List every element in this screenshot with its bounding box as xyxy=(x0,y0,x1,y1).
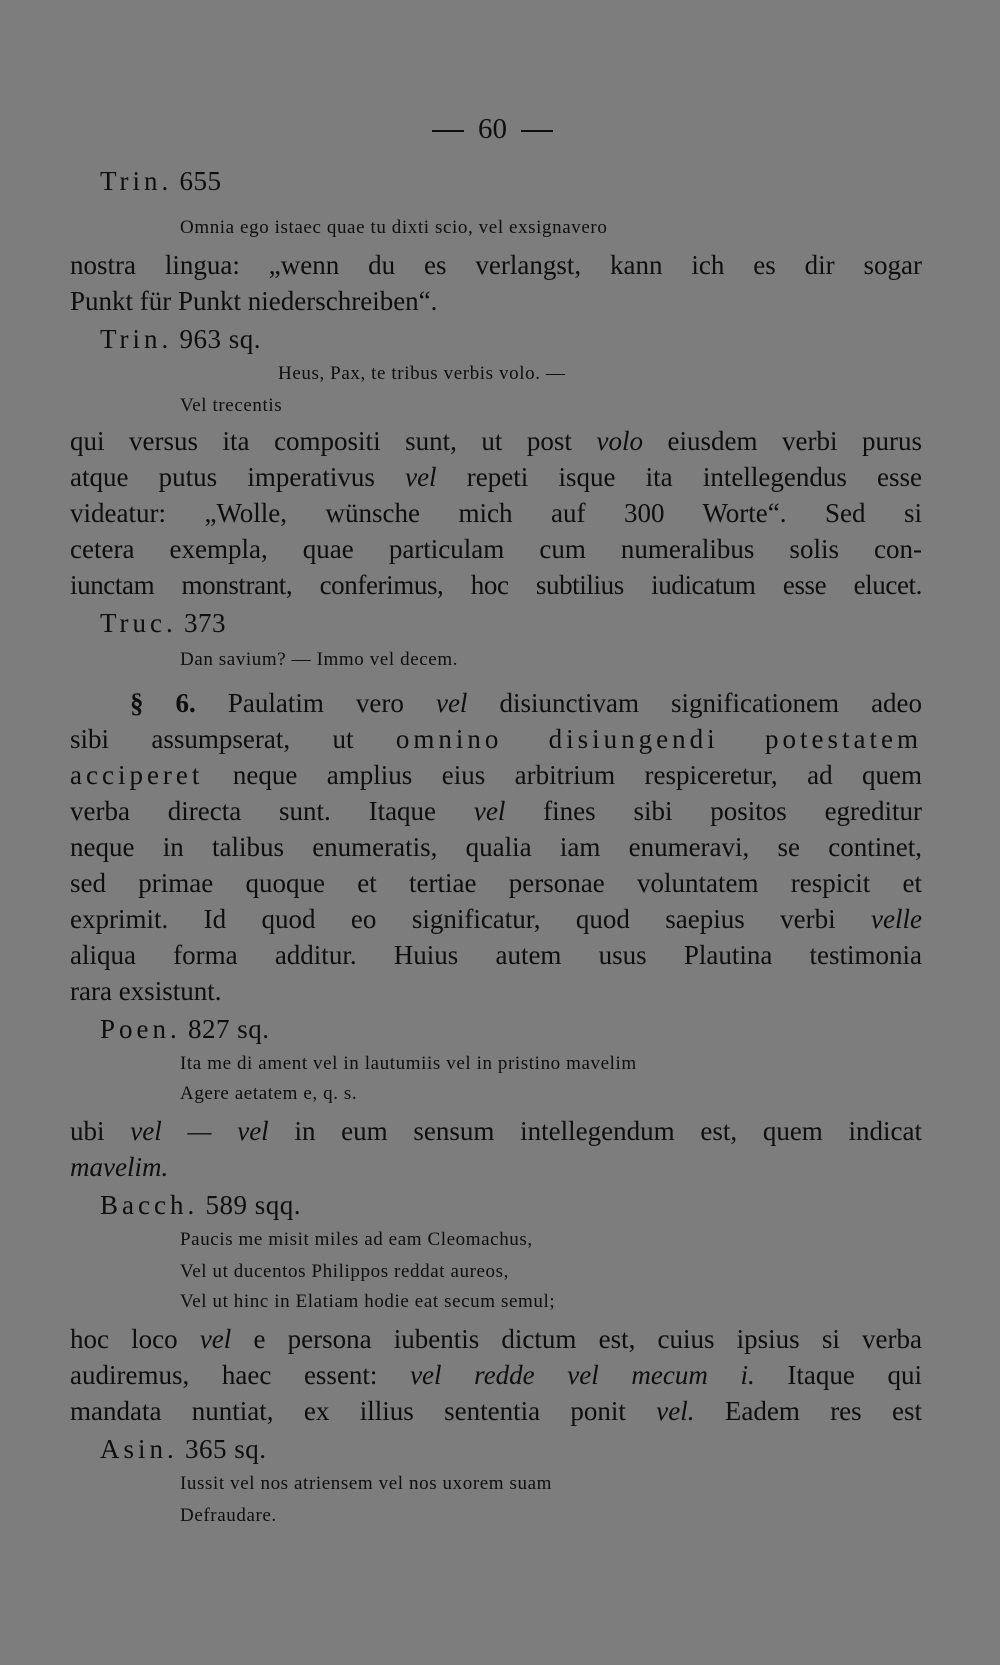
citation-poen-827: Poen. 827 sq. xyxy=(100,1014,270,1044)
section-mark: § 6. xyxy=(130,688,196,718)
paragraph-line: sibi assumpserat, ut omnino disiungendi potestatem xyxy=(70,724,922,754)
dash-left xyxy=(432,130,464,132)
citation-asin-365: Asin. 365 sq. xyxy=(100,1434,267,1464)
quote-line: Vel ut ducentos Philippos reddat aureos, xyxy=(180,1261,510,1282)
paragraph-line: qui versus ita compositi sunt, ut post volo eiusdem verbi purus xyxy=(70,426,923,456)
paragraph-line: audiremus, haec essent: vel redde vel mecum i. Itaque qui xyxy=(70,1360,923,1390)
quote-line: Heus, Pax, te tribus verbis volo. — xyxy=(278,363,566,384)
spaced-emphasis: omnino disiungendi potestatem xyxy=(395,724,922,754)
paragraph-line: neque in talibus enumeratis, qualia iam enumeravi, se continet, xyxy=(70,832,922,862)
paragraph-line-section-6: § 6. Paulatim vero vel disiunctivam significationem adeo xyxy=(130,688,923,718)
paragraph-line: exprimit. Id quod eo significatur, quod saepius verbi velle xyxy=(70,904,922,934)
paragraph-line: acciperet neque amplius eius arbitrium respiceretur, ad quem xyxy=(70,760,922,790)
quote-line: Iussit vel nos atriensem vel nos uxorem suam xyxy=(180,1473,553,1494)
paragraph-line: rara exsistunt. xyxy=(70,976,222,1006)
paragraph-line: hoc loco vel e persona iubentis dictum est, cuius ipsius si verba xyxy=(70,1324,922,1354)
quote-truc-373: Dan savium? — Immo vel decem. xyxy=(180,649,459,670)
citation-trin-963: Trin. 963 sq. xyxy=(100,324,262,354)
paragraph-line: mavelim. xyxy=(70,1152,169,1182)
paragraph-line: nostra lingua: „wenn du es verlangst, kann ich es dir sogar xyxy=(70,250,922,280)
paragraph-line: atque putus imperativus vel repeti isque ita intellegendus esse xyxy=(70,462,923,492)
quote-trin-655: Omnia ego istaec quae tu dixti scio, vel exsignavero xyxy=(180,217,608,238)
citation-trin-655: Trin. 655 xyxy=(100,166,222,196)
quote-line: Defraudare. xyxy=(180,1505,277,1526)
quote-line: Paucis me misit miles ad eam Cleomachus, xyxy=(180,1229,533,1250)
dash-right xyxy=(521,130,553,132)
paragraph-line: iunctam monstrant, conferimus, hoc subtilius iudicatum esse elucet. xyxy=(70,570,922,600)
quote-line: Ita me di ament vel in lautumiis vel in pristino mavelim xyxy=(180,1053,637,1074)
paragraph-line: ubi vel — vel in eum sensum intellegendum est, quem indicat xyxy=(70,1116,923,1146)
paragraph-line: sed primae quoque et tertiae personae voluntatem respicit et xyxy=(70,868,922,898)
citation-truc-373: Truc. 373 xyxy=(100,608,227,638)
spaced-emphasis: acciperet xyxy=(70,760,204,790)
paragraph-line: verba directa sunt. Itaque vel fines sibi positos egreditur xyxy=(70,796,923,826)
paragraph-line: aliqua forma additur. Huius autem usus Plautina testimonia xyxy=(70,940,922,970)
paragraph-line: cetera exempla, quae particulam cum numeralibus solis con- xyxy=(70,534,922,564)
paragraph-line: videatur: „Wolle, wünsche mich auf 300 Worte“. Sed si xyxy=(70,498,922,528)
paragraph-line: mandata nuntiat, ex illius sententia ponit vel. Eadem res est xyxy=(70,1396,923,1426)
quote-line: Vel trecentis xyxy=(180,395,283,416)
quote-line: Vel ut hinc in Elatiam hodie eat secum semul; xyxy=(180,1291,556,1312)
paragraph-line: Punkt für Punkt niederschreiben“. xyxy=(70,286,438,316)
page-number: 60 xyxy=(418,115,567,144)
citation-bacch-589: Bacch. 589 sqq. xyxy=(100,1190,301,1220)
quote-line: Agere aetatem e, q. s. xyxy=(180,1083,358,1104)
